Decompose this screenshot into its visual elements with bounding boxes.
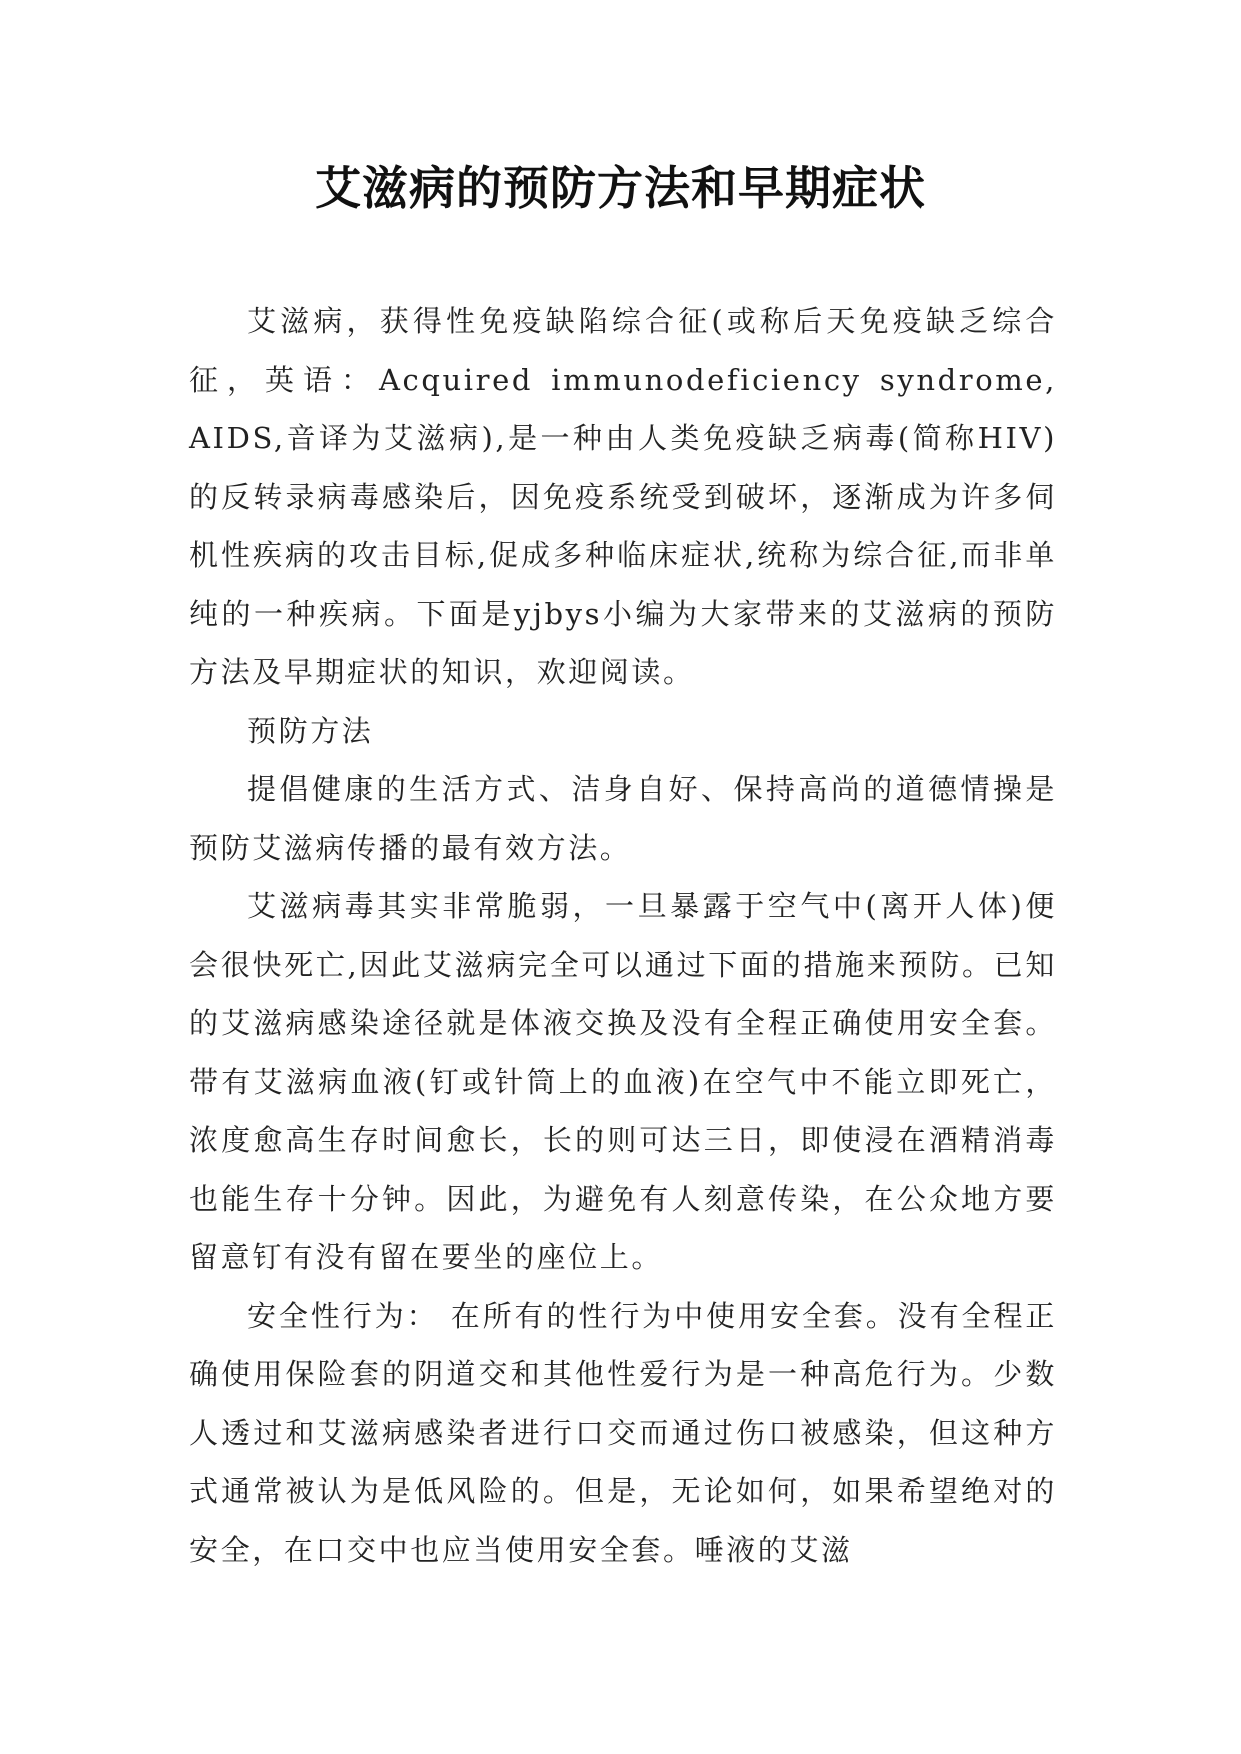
document-body (189, 292, 1057, 1579)
section-heading-prevention: 预防方法 (247, 713, 374, 748)
document-title: 艾滋病的预防方法和早期症状 (315, 161, 926, 215)
paragraph-virus-fragility: 艾滋病毒其实非常脆弱，一旦暴露于空气中(离开人体)便会很快死亡,因此艾滋病完全可以通过下面的措施来预防。已知的艾滋病感染途径就是体液交换及没有全程正确使用安全套。带有艾滋病血液(钉或针筒上的血液)在空气中不能立即死亡，浓度愈高生存时间愈长，长的则可达三日，即使浸在酒精消毒也能生存十分钟。因此，为避免有人刻意传染，在公众地方要留意钉有没有留在要坐的座位上。 (189, 889, 1057, 1274)
paragraph-safe-sex: 安全性行为： 在所有的性行为中使用安全套。没有全程正确使用保险套的阴道交和其他性爱行为是一种高危行为。少数人透过和艾滋病感染者进行口交而通过伤口被感染，但这种方式通常被认为是低风险的。但是，无论如何，如果希望绝对的安全，在口交中也应当使用安全套。唾液的艾滋 (189, 1298, 1057, 1567)
paragraph-healthy-lifestyle: 提倡健康的生活方式、洁身自好、保持高尚的道德情操是预防艾滋病传播的最有效方法。 (189, 772, 1057, 865)
paragraph-intro: 艾滋病，获得性免疫缺陷综合征(或称后天免疫缺乏综合征，英语：Acquired immunodeficiency syndrome, AIDS,音译为艾滋病),是一种由人类免疫缺乏病毒(简称HIV)的反转录病毒感染后，因免疫系统受到破坏，逐渐成为许多伺机性疾病的攻击目标,促成多种临床症状,统称为综合征,而非单纯的一种疾病。下面是yjbys小编为大家带来的艾滋病的预防方法及早期症状的知识，欢迎阅读。 (189, 304, 1057, 689)
